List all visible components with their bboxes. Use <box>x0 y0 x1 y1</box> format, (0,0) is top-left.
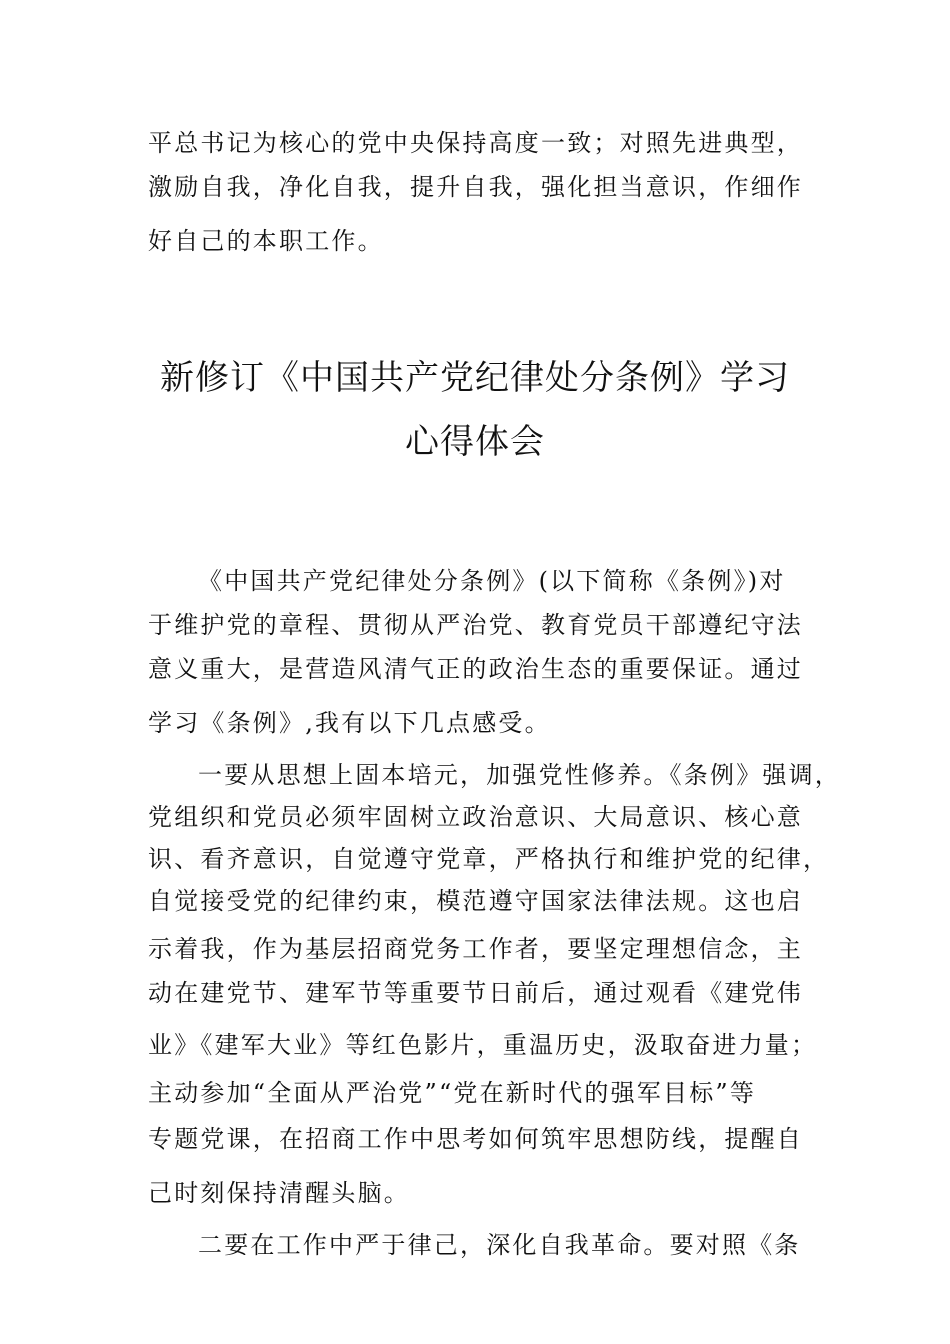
document-title: 心得体会 <box>405 422 545 462</box>
paragraph-line: 二要在工作中严于律己，深化自我革命。要对照《条 <box>198 1231 801 1259</box>
paragraph-line: 示着我，作为基层招商党务工作者，要坚定理想信念，主 <box>148 935 803 963</box>
paragraph-line: 自觉接受党的纪律约束，模范遵守国家法律法规。这也启 <box>148 887 803 915</box>
paragraph-line: 意义重大，是营造风清气正的政治生态的重要保证。通过 <box>148 655 803 683</box>
paragraph-line: 《中国共产党纪律处分条例》(以下简称《条例》)对 <box>198 567 786 595</box>
paragraph-line: 专题党课，在招商工作中思考如何筑牢思想防线，提醒自 <box>148 1125 803 1153</box>
paragraph-line: 识、看齐意识，自觉遵守党章，严格执行和维护党的纪律， <box>148 845 830 873</box>
intro-line: 平总书记为核心的党中央保持高度一致；对照先进典型， <box>148 129 803 157</box>
paragraph-line: 动在建党节、建军节等重要节日前后，通过观看《建党伟 <box>148 979 803 1007</box>
intro-line: 好自己的本职工作。 <box>148 227 384 255</box>
paragraph-line: 一要从思想上固本培元，加强党性修养。《条例》强调， <box>198 761 841 789</box>
paragraph-line: 己时刻保持清醒头脑。 <box>148 1179 410 1207</box>
document-title: 新修订《中国共产党纪律处分条例》学习 <box>160 358 790 398</box>
paragraph-line: 党组织和党员必须牢固树立政治意识、大局意识、核心意 <box>148 803 803 831</box>
paragraph-line: 业》《建军大业》等红色影片，重温历史，汲取奋进力量； <box>148 1031 818 1059</box>
paragraph-line: 主动参加“全面从严治党”“党在新时代的强军目标”等 <box>148 1079 757 1107</box>
paragraph-line: 学习《条例》,我有以下几点感受。 <box>148 709 551 737</box>
paragraph-line: 于维护党的章程、贯彻从严治党、教育党员干部遵纪守法 <box>148 611 803 639</box>
intro-line: 激励自我，净化自我，提升自我，强化担当意识，作细作 <box>148 173 803 201</box>
